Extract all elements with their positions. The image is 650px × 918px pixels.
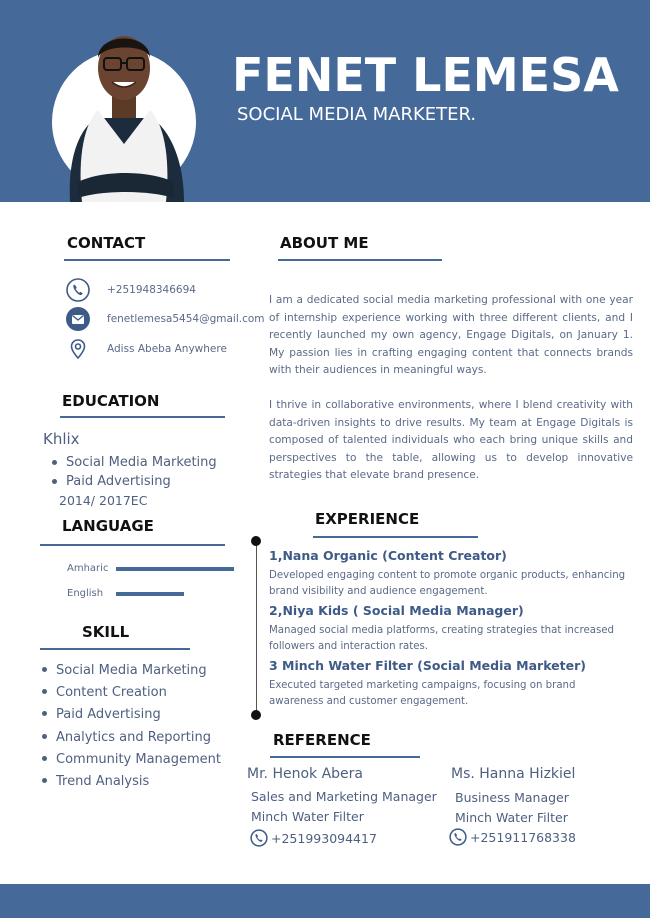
phone-icon	[449, 828, 467, 846]
language-label-amharic: Amharic	[67, 563, 109, 574]
about-heading: ABOUT ME	[280, 234, 369, 252]
location-pin-icon	[66, 337, 90, 361]
reference-phone[interactable]: +251993094417	[271, 830, 377, 846]
language-label-english: English	[67, 588, 104, 599]
skill-heading: SKILL	[82, 623, 130, 641]
education-years: 2014/ 2017EC	[59, 493, 148, 508]
contact-rule	[64, 259, 230, 261]
language-level-bar-amharic	[116, 567, 234, 571]
contact-phone-row	[66, 278, 90, 302]
reference-company: Minch Water Filter	[455, 810, 568, 825]
education-list	[50, 453, 217, 491]
experience-rule	[313, 536, 478, 538]
reference-company: Minch Water Filter	[251, 809, 364, 824]
experience-description: Developed engaging content to promote organic products, enhancing brand visibility and audience engagement.	[269, 570, 626, 597]
phone-icon	[66, 278, 90, 302]
contact-phone[interactable]: +251948346694	[107, 284, 196, 296]
reference-phone-row	[250, 829, 377, 847]
language-level-bar-english	[116, 592, 184, 596]
skill-item: Analytics and Reporting	[40, 727, 221, 749]
experience-description: Executed targeted marketing campaigns, focusing on brand awareness and customer engagement.	[269, 680, 576, 707]
timeline-dot-end	[251, 710, 261, 720]
language-rule	[40, 544, 225, 546]
education-heading: EDUCATION	[62, 392, 160, 410]
contact-email-row	[66, 307, 90, 331]
reference-heading: REFERENCE	[273, 731, 371, 749]
language-heading: LANGUAGE	[62, 517, 154, 535]
skill-item: Paid Advertising	[40, 704, 221, 726]
experience-description: Managed social media platforms, creating strategies that increased followers and interaction rates.	[269, 625, 614, 652]
about-rule	[278, 259, 442, 261]
reference-name: Mr. Henok Abera	[247, 766, 363, 782]
candidate-title: SOCIAL MEDIA MARKETER.	[237, 104, 477, 125]
reference-phone-row	[449, 828, 576, 846]
reference-role: Sales and Marketing Manager	[251, 789, 437, 804]
phone-icon	[250, 829, 268, 847]
experience-title: 3 Minch Water Filter (Social Media Marketer)	[269, 658, 586, 673]
contact-heading: CONTACT	[67, 234, 146, 252]
candidate-name: FENET LEMESA	[232, 48, 619, 102]
reference-name: Ms. Hanna Hizkiel	[451, 766, 576, 782]
footer-band	[0, 884, 650, 918]
skill-item: Social Media Marketing	[40, 660, 221, 682]
education-school: Khlix	[43, 430, 80, 448]
contact-address: Adiss Abeba Anywhere	[107, 343, 227, 355]
education-item: Social Media Marketing	[50, 453, 217, 472]
about-paragraph-2: I thrive in collaborative environments, where I blend creativity with data-driven insights to drive results. My team at Engage Digitals is composed of talented individuals who each bring unique skills and perspectives to the table, allowing us to develop innovative strategies that elevate brand presence.	[269, 399, 633, 481]
experience-heading: EXPERIENCE	[315, 510, 420, 528]
reference-rule	[270, 756, 420, 758]
education-item: Paid Advertising	[50, 472, 217, 491]
email-icon	[66, 307, 90, 331]
reference-role: Business Manager	[455, 790, 569, 805]
experience-timeline	[256, 540, 257, 716]
reference-phone[interactable]: +251911768338	[470, 829, 576, 845]
skill-item: Community Management	[40, 749, 221, 771]
profile-photo	[52, 14, 202, 202]
experience-title: 1,Nana Organic (Content Creator)	[269, 548, 507, 563]
about-paragraph-1: I am a dedicated social media marketing professional with one year of internship experience working with three different clients, and I recently launched my own agency, Engage Digitals, on January 1. My passion lies in crafting engaging content that connects brands with their audiences in meaningful ways.	[269, 294, 633, 376]
contact-address-row	[66, 337, 90, 361]
skill-rule	[40, 648, 190, 650]
skill-list	[40, 660, 221, 793]
experience-title: 2,Niya Kids ( Social Media Manager)	[269, 603, 524, 618]
contact-email[interactable]: fenetlemesa5454@gmail.com	[107, 313, 265, 325]
skill-item: Trend Analysis	[40, 771, 221, 793]
education-rule	[60, 416, 225, 418]
timeline-dot-start	[251, 536, 261, 546]
skill-item: Content Creation	[40, 682, 221, 704]
